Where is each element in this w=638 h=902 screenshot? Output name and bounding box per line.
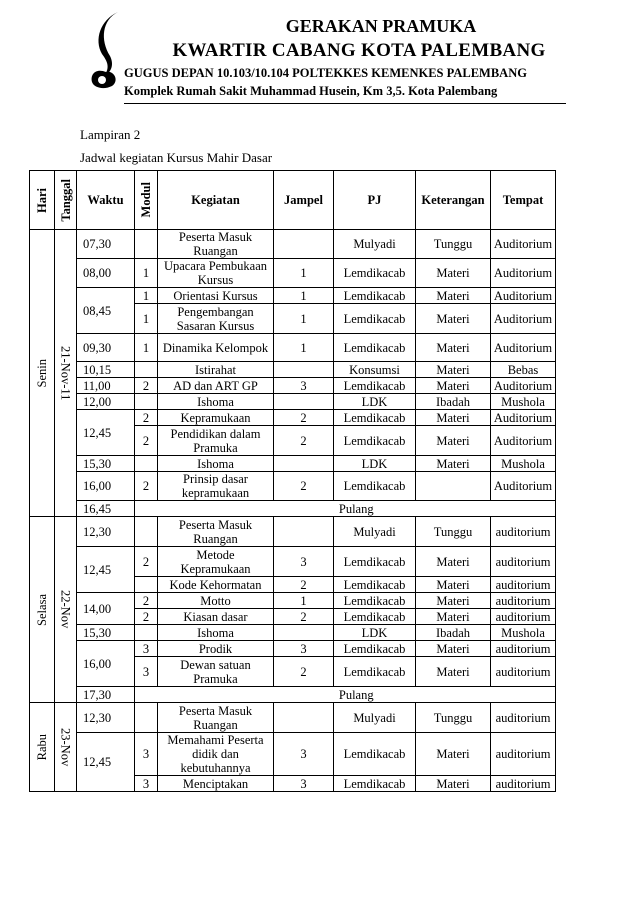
col-tanggal: Tanggal <box>55 171 77 230</box>
lampiran-label: Lampiran 2 <box>80 127 141 142</box>
keterangan-cell: Materi <box>416 426 491 456</box>
kegiatan-cell: Pendidikan dalam Pramuka <box>158 426 274 456</box>
tempat-cell: auditorium <box>491 593 556 609</box>
waktu-cell: 15,30 <box>77 456 135 472</box>
modul-cell: 2 <box>135 593 158 609</box>
tempat-cell: Auditorium <box>491 288 556 304</box>
modul-cell <box>135 394 158 410</box>
waktu-cell: 12,45 <box>77 547 135 593</box>
keterangan-cell: Materi <box>416 410 491 426</box>
modul-cell: 3 <box>135 657 158 687</box>
pj-cell: Lemdikacab <box>334 547 416 577</box>
kegiatan-cell: Menciptakan <box>158 776 274 792</box>
kegiatan-cell: Upacara Pembukaan Kursus <box>158 259 274 288</box>
jampel-cell: 1 <box>274 304 334 334</box>
kegiatan-cell: Ishoma <box>158 394 274 410</box>
gugus-line: GUGUS DEPAN 10.103/10.104 POLTEKKES KEMENKES PALEMBANG <box>124 66 527 80</box>
waktu-cell: 12,30 <box>77 517 135 547</box>
jampel-cell: 3 <box>274 378 334 394</box>
schedule-title: Jadwal kegiatan Kursus Mahir Dasar <box>80 150 273 165</box>
waktu-cell: 09,30 <box>77 334 135 362</box>
waktu-cell: 07,30 <box>77 230 135 259</box>
kegiatan-cell: Kiasan dasar <box>158 609 274 625</box>
waktu-cell: 12,45 <box>77 733 135 792</box>
keterangan-cell: Materi <box>416 577 491 593</box>
keterangan-cell: Materi <box>416 259 491 288</box>
keterangan-cell: Ibadah <box>416 625 491 641</box>
waktu-cell: 08,00 <box>77 259 135 288</box>
keterangan-cell: Tunggu <box>416 703 491 733</box>
pj-cell: Lemdikacab <box>334 410 416 426</box>
pj-cell: Lemdikacab <box>334 577 416 593</box>
tempat-cell: auditorium <box>491 703 556 733</box>
jampel-cell <box>274 362 334 378</box>
table-row <box>30 378 556 394</box>
jampel-cell <box>274 517 334 547</box>
modul-cell: 2 <box>135 426 158 456</box>
jampel-cell: 1 <box>274 259 334 288</box>
modul-cell: 2 <box>135 410 158 426</box>
pj-cell: LDK <box>334 625 416 641</box>
pj-cell: LDK <box>334 394 416 410</box>
jampel-cell: 2 <box>274 609 334 625</box>
table-row <box>30 687 556 703</box>
jampel-cell: 3 <box>274 641 334 657</box>
pj-cell: Lemdikacab <box>334 472 416 501</box>
waktu-cell: 12,00 <box>77 394 135 410</box>
jampel-cell: 2 <box>274 577 334 593</box>
waktu-cell: 08,45 <box>77 288 135 334</box>
tempat-cell: Auditorium <box>491 334 556 362</box>
tempat-cell: Auditorium <box>491 259 556 288</box>
table-row <box>30 472 556 501</box>
table-row <box>30 593 556 609</box>
tempat-cell: Mushola <box>491 394 556 410</box>
modul-cell <box>135 230 158 259</box>
pj-cell: Lemdikacab <box>334 657 416 687</box>
kegiatan-cell: Kepramukaan <box>158 410 274 426</box>
jampel-cell: 2 <box>274 410 334 426</box>
table-row <box>30 259 556 288</box>
modul-cell: 2 <box>135 547 158 577</box>
jampel-cell: 3 <box>274 733 334 776</box>
table-row <box>30 394 556 410</box>
pj-cell: Lemdikacab <box>334 733 416 776</box>
modul-cell <box>135 687 158 703</box>
col-hari: Hari <box>30 171 55 230</box>
keterangan-cell: Materi <box>416 657 491 687</box>
tempat-cell: Mushola <box>491 456 556 472</box>
table-row <box>30 641 556 657</box>
kegiatan-cell: Orientasi Kursus <box>158 288 274 304</box>
org-subtitle: KWARTIR CABANG KOTA PALEMBANG <box>172 40 546 61</box>
col-jampel: Jampel <box>274 171 334 230</box>
table-row <box>30 703 556 733</box>
modul-cell <box>135 501 158 517</box>
modul-cell: 1 <box>135 304 158 334</box>
schedule-table <box>29 170 556 792</box>
tempat-cell: auditorium <box>491 547 556 577</box>
keterangan-cell: Materi <box>416 641 491 657</box>
col-tempat: Tempat <box>491 171 556 230</box>
tempat-cell: Mushola <box>491 625 556 641</box>
keterangan-cell: Materi <box>416 733 491 776</box>
pj-cell: Lemdikacab <box>334 304 416 334</box>
day-cell: Selasa <box>30 517 55 703</box>
kegiatan-cell: Motto <box>158 593 274 609</box>
jampel-cell: 1 <box>274 593 334 609</box>
keterangan-cell: Ibadah <box>416 394 491 410</box>
keterangan-cell: Materi <box>416 334 491 362</box>
col-keterangan: Keterangan <box>416 171 491 230</box>
kegiatan-cell: Peserta Masuk Ruangan <box>158 703 274 733</box>
keterangan-cell: Materi <box>416 456 491 472</box>
waktu-cell: 15,30 <box>77 625 135 641</box>
waktu-cell: 12,45 <box>77 410 135 456</box>
col-kegiatan: Kegiatan <box>158 171 274 230</box>
jampel-cell: 2 <box>274 657 334 687</box>
kegiatan-cell: Metode Kepramukaan <box>158 547 274 577</box>
modul-cell <box>135 625 158 641</box>
kegiatan-cell: Kode Kehormatan <box>158 577 274 593</box>
kegiatan-cell: Dinamika Kelompok <box>158 334 274 362</box>
keterangan-cell: Materi <box>416 288 491 304</box>
modul-cell <box>135 456 158 472</box>
jampel-cell <box>274 456 334 472</box>
tempat-cell: Auditorium <box>491 472 556 501</box>
pj-cell: Lemdikacab <box>334 378 416 394</box>
table-row <box>30 456 556 472</box>
keterangan-cell: Materi <box>416 609 491 625</box>
pj-cell: Lemdikacab <box>334 259 416 288</box>
table-header-row <box>30 171 556 230</box>
table-row <box>30 410 556 426</box>
pj-cell: LDK <box>334 456 416 472</box>
tempat-cell: Bebas <box>491 362 556 378</box>
jampel-cell <box>274 703 334 733</box>
pj-cell: Lemdikacab <box>334 426 416 456</box>
col-waktu: Waktu <box>77 171 135 230</box>
keterangan-cell <box>416 472 491 501</box>
modul-cell <box>135 577 158 593</box>
tempat-cell: auditorium <box>491 577 556 593</box>
keterangan-cell: Tunggu <box>416 517 491 547</box>
jampel-cell: 3 <box>274 776 334 792</box>
jampel-cell <box>274 394 334 410</box>
modul-cell: 1 <box>135 288 158 304</box>
table-row <box>30 334 556 362</box>
table-row <box>30 362 556 378</box>
jampel-cell: 1 <box>274 288 334 304</box>
day-cell: Senin <box>30 230 55 517</box>
jampel-cell: 2 <box>274 426 334 456</box>
date-cell: 21-Nov-11 <box>55 230 77 517</box>
header-rule <box>124 103 566 104</box>
kegiatan-cell: Ishoma <box>158 625 274 641</box>
waktu-cell: 12,30 <box>77 703 135 733</box>
date-cell: 23-Nov <box>55 703 77 792</box>
pj-cell: Lemdikacab <box>334 334 416 362</box>
pj-cell: Lemdikacab <box>334 593 416 609</box>
keterangan-cell: Materi <box>416 304 491 334</box>
waktu-cell: 16,00 <box>77 472 135 501</box>
table-row <box>30 547 556 577</box>
jampel-cell <box>274 625 334 641</box>
modul-cell: 2 <box>135 378 158 394</box>
pj-cell: Lemdikacab <box>334 288 416 304</box>
waktu-cell: 16,00 <box>77 641 135 687</box>
tempat-cell: auditorium <box>491 609 556 625</box>
kegiatan-cell: Peserta Masuk Ruangan <box>158 230 274 259</box>
tempat-cell: auditorium <box>491 641 556 657</box>
pj-cell: Konsumsi <box>334 362 416 378</box>
tempat-cell: auditorium <box>491 657 556 687</box>
day-cell: Rabu <box>30 703 55 792</box>
kegiatan-cell: Prodik <box>158 641 274 657</box>
waktu-cell: 11,00 <box>77 378 135 394</box>
tempat-cell: Auditorium <box>491 410 556 426</box>
tempat-cell: Auditorium <box>491 378 556 394</box>
col-pj: PJ <box>334 171 416 230</box>
keterangan-cell: Materi <box>416 362 491 378</box>
kegiatan-cell: Pengembangan Sasaran Kursus <box>158 304 274 334</box>
keterangan-cell: Materi <box>416 593 491 609</box>
pj-cell: Lemdikacab <box>334 641 416 657</box>
keterangan-cell: Materi <box>416 776 491 792</box>
modul-cell <box>135 362 158 378</box>
jampel-cell: 1 <box>274 334 334 362</box>
org-title: GERAKAN PRAMUKA <box>285 16 477 36</box>
kegiatan-cell: Istirahat <box>158 362 274 378</box>
kegiatan-cell: Memahami Peserta didik dan kebutuhannya <box>158 733 274 776</box>
table-row <box>30 230 556 259</box>
modul-cell: 2 <box>135 472 158 501</box>
kegiatan-cell: Prinsip dasar kepramukaan <box>158 472 274 501</box>
modul-cell <box>135 703 158 733</box>
table-row <box>30 517 556 547</box>
modul-cell: 3 <box>135 733 158 776</box>
kegiatan-cell: Dewan satuan Pramuka <box>158 657 274 687</box>
waktu-cell: 10,15 <box>77 362 135 378</box>
waktu-cell: 14,00 <box>77 593 135 625</box>
tempat-cell: Auditorium <box>491 304 556 334</box>
table-row <box>30 625 556 641</box>
keterangan-cell: Materi <box>416 378 491 394</box>
table-row <box>30 288 556 304</box>
tempat-cell: auditorium <box>491 733 556 776</box>
tempat-cell: auditorium <box>491 517 556 547</box>
modul-cell: 3 <box>135 641 158 657</box>
kegiatan-cell: Ishoma <box>158 456 274 472</box>
waktu-cell: 17,30 <box>77 687 135 703</box>
pj-cell: Lemdikacab <box>334 609 416 625</box>
keterangan-cell: Tunggu <box>416 230 491 259</box>
pulang-cell: Pulang <box>158 501 556 517</box>
keterangan-cell: Materi <box>416 547 491 577</box>
kegiatan-cell: AD dan ART GP <box>158 378 274 394</box>
jampel-cell: 2 <box>274 472 334 501</box>
jampel-cell <box>274 230 334 259</box>
date-cell: 22-Nov <box>55 517 77 703</box>
modul-cell: 3 <box>135 776 158 792</box>
address-line: Komplek Rumah Sakit Muhammad Husein, Km 3,5. Kota Palembang <box>124 84 498 98</box>
pulang-cell: Pulang <box>158 687 556 703</box>
modul-cell: 2 <box>135 609 158 625</box>
table-row <box>30 733 556 776</box>
tempat-cell: Auditorium <box>491 426 556 456</box>
jampel-cell: 3 <box>274 547 334 577</box>
waktu-cell: 16,45 <box>77 501 135 517</box>
pj-cell: Mulyadi <box>334 517 416 547</box>
kegiatan-cell: Peserta Masuk Ruangan <box>158 517 274 547</box>
pj-cell: Lemdikacab <box>334 776 416 792</box>
tempat-cell: auditorium <box>491 776 556 792</box>
pj-cell: Mulyadi <box>334 703 416 733</box>
col-modul: Modul <box>135 171 158 230</box>
pj-cell: Mulyadi <box>334 230 416 259</box>
modul-cell: 1 <box>135 334 158 362</box>
modul-cell <box>135 517 158 547</box>
table-row <box>30 501 556 517</box>
modul-cell: 1 <box>135 259 158 288</box>
tempat-cell: Auditorium <box>491 230 556 259</box>
